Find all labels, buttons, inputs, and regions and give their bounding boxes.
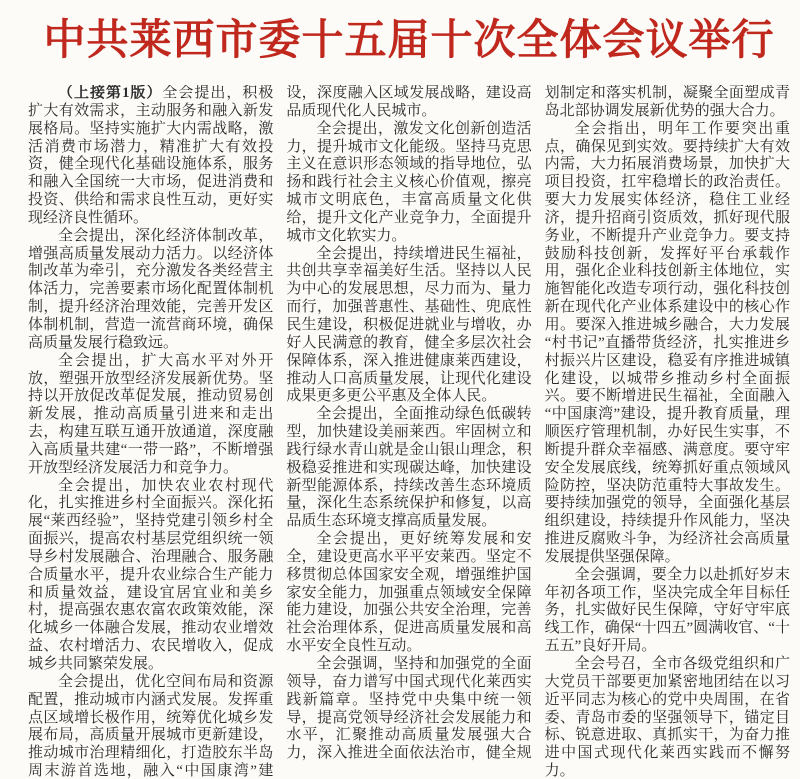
article-paragraph: 全会提出，持续增进民生福祉，共创共享幸福美好生活。坚持以人民为中心的发展思想，尽力而为、量力而行，加强普惠性、基础性、兜底性民生建设，积极促进就业与增收，办好人民满意的教育，健全多层次社会保障体系，深入推进健康莱西建设，推动人口高质量发展，让现代化建设成果更多更公平惠及全体人民。 xyxy=(286,245,532,405)
article-paragraph: （上接第1版）全会提出，积极扩大有效需求，主动服务和融入新发展格局。坚持实施扩大内需战略，激活消费市场潜力，精准扩大有效投资，健全现代化基础设施体系，服务和融入全国统一大市场，促进消费和投资、供给和需求良性互动，更好实现经济良性循环。 xyxy=(28,85,274,226)
article-paragraph: 全会提出，扩大高水平对外开放，塑强开放型经济发展新优势。坚持以开放促改革促发展，推动贸易创新发展，推动高质量引进来和走出去，构建互联互通开放通道，深度融入高质量共建“一带一路”，不断增强开放型经济发展活力和竞争力。 xyxy=(28,352,274,476)
continuation-note: （上接第1版） xyxy=(58,85,163,101)
article-headline: 中共莱西市委十五届十次全体会议举行 xyxy=(43,18,775,64)
article-body xyxy=(28,85,790,779)
article-paragraph: 全会提出，全面推动绿色低碳转型，加快建设美丽莱西。牢固树立和践行绿水青山就是金山银山理念，积极稳妥推进和实现碳达峰，加快建设新型能源体系，持续改善生态环境质量，深化生态系统保护和修复，以高品质生态环境支撑高质量发展。 xyxy=(286,406,532,530)
article-paragraph: 全会提出，深化经济体制改革，增强高质量发展动力活力。以经济体制改革为牵引，充分激发各类经营主体活力，完善要素市场化配置体制机制，提升经济治理效能，完善开发区体制机制，营造一流营商环境，确保高质量发展行稳致远。 xyxy=(28,227,274,351)
article-paragraph: 全会提出，更好统筹发展和安全，建设更高水平平安莱西。坚定不移贯彻总体国家安全观，增强维护国家安全能力，加强重点领域安全保障能力建设，加强公共安全治理，完善社会治理体系，促进高质量发展和高水平安全良性互动。 xyxy=(286,531,532,655)
article-paragraph: 全会提出，加快农业农村现代化，扎实推进乡村全面振兴。深化拓展“莱西经验”，坚持党建引领乡村全面振兴，提高农村基层党组织统一领导乡村发展融合、治理融合、服务融合质量水平，提升农业综合生产能力和质量效益，建设宜居宜业和美乡村，提高强农惠农富农政策效能，深化城乡一体融合发展，推动农业增效益、农村增活力、农民增收入，促成城乡共同繁荣发展。 xyxy=(28,477,274,672)
article-paragraph: 全会强调，坚持和加强党的全面领导，奋力谱写中国式现代化莱西实践新篇章。坚持党中央集中统一领导，提高党领导经济社会发展能力和水平，汇聚推动高质量发展强大合力，深入推进全面依法治市，健全规划制定和落实机制，凝聚全面塑成青岛北部协调发展新优势的强大合力。 xyxy=(286,85,790,762)
article-paragraph: 全会提出，激发文化创新创造活力，提升城市文化能级。坚持马克思主义在意识形态领域的指导地位，弘扬和践行社会主义核心价值观，擦亮城市文明底色，丰富高质量文化供给，提升文化产业竞争力，全面提升城市文化软实力。 xyxy=(286,120,532,244)
article-paragraph: 全会号召，全市各级党组织和广大党员干部要更加紧密地团结在以习近平同志为核心的党中央周围，在省委、青岛市委的坚强领导下，锚定目标、锐意进取、真抓实干，为奋力推进中国式现代化莱西实践而不懈努力。 xyxy=(544,656,790,779)
article-paragraph: 全会强调，要全力以赴抓好岁末年初各项工作，坚决完成全年目标任务，扎实做好民生保障，守好守牢底线工作，确保“十四五”圆满收官、“十五五”良好开局。 xyxy=(544,566,790,655)
article-paragraph: 全会提出，优化空间布局和资源配置，推动城市内涵式发展。发挥重点区域增长极作用，统筹优化城乡发展布局，高质量开展城市更新建设，推动城市治理精细化，打造胶东半岛周末游首选地，融入“中国康湾”建设，深度融入区域发展战略，建设高品质现代化人民城市。 xyxy=(28,85,532,779)
article-paragraph: 全会指出，明年工作要突出重点，确保见到实效。要持续扩大有效内需，大力拓展消费场景，加快扩大项目投资，扛牢稳增长的政治责任。要大力发展实体经济，稳住工业经济，提升招商引资质效，抓好现代服务业，不断提升产业竞争力。要支持鼓励科技创新，发挥好平台承载作用，强化企业科技创新主体地位，实施智能化改造专项行动，强化科技创新在现代化产业体系建设中的核心作用。要深入推进城乡融合，大力发展“村书记”直播带货经济，扎实推进乡村振兴片区建设，稳妥有序推进城镇化建设，以城带乡推动乡村全面振兴。要不断增进民生福祉，全面融入“中国康湾”建设，提升教育质量，理顺医疗管理机制，办好民生实事，不断提升群众幸福感、满意度。要守牢安全发展底线，统筹抓好重点领域风险防控，坚决防范重特大事故发生。要持续加强党的领导，全面强化基层组织建设，持续提升作风能力，坚决推进反腐败斗争，为经济社会高质量发展提供坚强保障。 xyxy=(544,120,790,565)
